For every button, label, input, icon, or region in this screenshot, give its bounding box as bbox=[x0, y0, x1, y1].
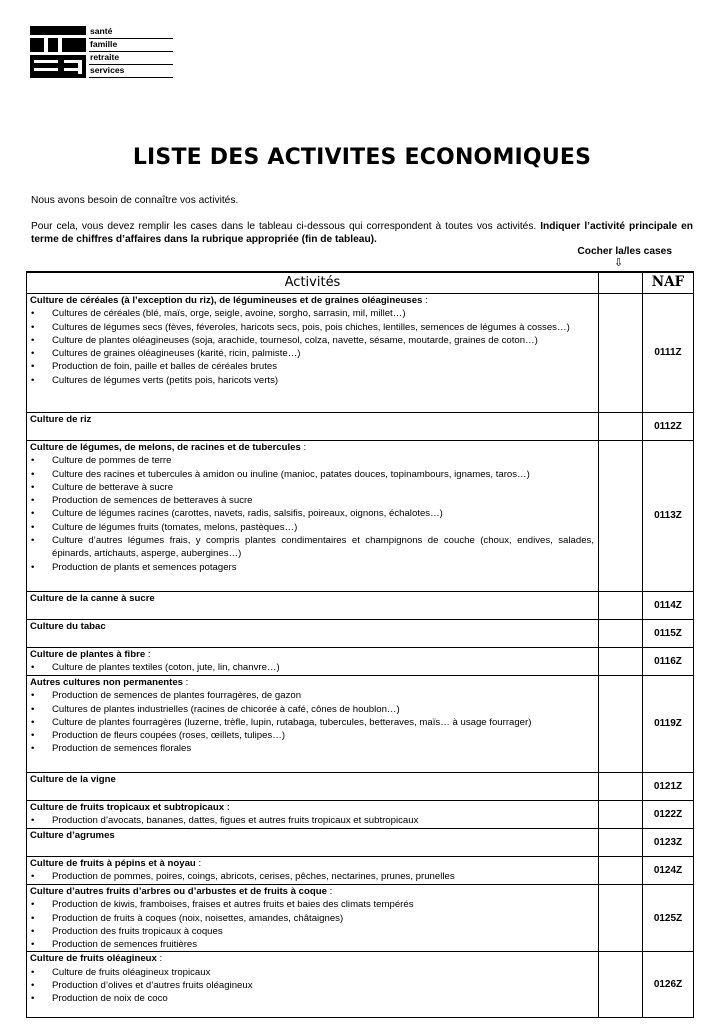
logo-line: services bbox=[89, 65, 173, 78]
list-item: • Production de semences fruitières bbox=[30, 938, 594, 951]
naf-code: 0115Z bbox=[643, 620, 694, 648]
list-item: • Cultures de graines oléagineuses (karité, ricin, palmiste…) bbox=[30, 347, 594, 360]
list-item: • Cultures de légumes secs (fèves, féveroles, haricots secs, pois, pois chiches, lentilles, semences de légumes à cosses…) bbox=[30, 321, 594, 334]
activity-cell bbox=[27, 294, 599, 413]
activity-category-label: Culture de céréales (à l’exception du riz), de légumineuses et de graines oléagineuses bbox=[30, 295, 423, 306]
msa-logo-mark bbox=[30, 26, 86, 78]
list-item: • Production de foin, paille et balles de céréales brutes bbox=[30, 360, 594, 373]
activity-category-colon: : bbox=[300, 442, 307, 453]
check-box-cell[interactable] bbox=[599, 829, 643, 857]
activity-category-title bbox=[30, 413, 594, 426]
activity-category-label: Culture de la canne à sucre bbox=[30, 593, 155, 604]
msa-logo-text bbox=[89, 26, 173, 78]
naf-code: 0116Z bbox=[643, 648, 694, 676]
table-row bbox=[27, 441, 694, 592]
naf-code: 0119Z bbox=[643, 676, 694, 773]
activity-category-label: Culture d’autres fruits d’arbres ou d’arbustes et de fruits à coque bbox=[30, 886, 327, 897]
naf-code: 0122Z bbox=[643, 801, 694, 829]
column-header-naf: NAF bbox=[643, 272, 694, 294]
activity-category-title bbox=[30, 952, 594, 965]
table-header-row bbox=[27, 272, 694, 294]
activity-category-title bbox=[30, 857, 594, 870]
check-box-cell[interactable] bbox=[599, 648, 643, 676]
check-box-cell[interactable] bbox=[599, 676, 643, 773]
activity-list bbox=[30, 307, 594, 387]
check-box-cell[interactable] bbox=[599, 620, 643, 648]
activity-category-title bbox=[30, 441, 594, 454]
check-box-cell[interactable] bbox=[599, 773, 643, 801]
page-title: LISTE DES ACTIVITES ECONOMIQUES bbox=[132, 145, 592, 170]
list-item: • Culture des racines et tubercules à amidon ou inuline (manioc, patates douces, topinambours, ignames, taros…) bbox=[30, 468, 594, 481]
activity-category-label: Culture de plantes à fibre bbox=[30, 649, 146, 660]
down-arrow-icon: ⇩ bbox=[614, 257, 624, 269]
column-header-activities: Activités bbox=[27, 272, 599, 294]
list-item: • Culture de plantes oléagineuses (soja, arachide, tournesol, colza, navette, sésame, moutarde, graines de coton…) bbox=[30, 334, 594, 347]
list-item: • Culture de pommes de terre bbox=[30, 454, 594, 467]
list-item: • Production de semences de plantes fourragères, de gazon bbox=[30, 689, 594, 702]
list-item: • Production de semences de betteraves à sucre bbox=[30, 494, 594, 507]
activity-list bbox=[30, 661, 594, 674]
table-row bbox=[27, 857, 694, 885]
activity-cell bbox=[27, 829, 599, 857]
intro-instruction-bold: Indiquer l’activité principale en terme de chiffres d’affaires dans la rubrique appropriée (fin de tableau). bbox=[31, 221, 693, 245]
list-item: • Culture de légumes fruits (tomates, melons, pastèques…) bbox=[30, 521, 594, 534]
list-item: • Production d’avocats, bananes, dattes, figues et autres fruits tropicaux et subtropicaux bbox=[30, 814, 594, 827]
activity-list bbox=[30, 966, 594, 1006]
activity-cell bbox=[27, 857, 599, 885]
activity-cell bbox=[27, 773, 599, 801]
intro-instruction: Pour cela, vous devez remplir les cases dans le tableau ci-dessous qui correspondent à toutes vos activités. bbox=[31, 221, 537, 232]
table-row bbox=[27, 413, 694, 441]
naf-code: 0121Z bbox=[643, 773, 694, 801]
activity-category-title bbox=[30, 801, 594, 814]
naf-code: 0113Z bbox=[643, 441, 694, 592]
table-row bbox=[27, 592, 694, 620]
activity-category-title bbox=[30, 885, 594, 898]
table-row bbox=[27, 648, 694, 676]
activity-category-label: Culture de fruits à pépins et à noyau bbox=[30, 858, 196, 869]
table-row bbox=[27, 773, 694, 801]
list-item: • Production de semences florales bbox=[30, 742, 594, 755]
activity-cell bbox=[27, 441, 599, 592]
activity-category-colon: : bbox=[183, 677, 189, 688]
check-box-cell[interactable] bbox=[599, 952, 643, 1018]
activity-category-label: Autres cultures non permanentes bbox=[30, 677, 184, 688]
activity-category-label: Culture de légumes, de melons, de racines et de tubercules bbox=[30, 442, 301, 453]
activity-list bbox=[30, 870, 594, 883]
activity-category-label: Culture de riz bbox=[30, 414, 92, 425]
naf-code: 0125Z bbox=[643, 885, 694, 952]
list-item: • Production de plants et semences potagers bbox=[30, 561, 594, 574]
activity-category-title bbox=[30, 829, 594, 842]
table-row bbox=[27, 676, 694, 773]
list-item: • Cultures de céréales (blé, maïs, orge, seigle, avoine, sorgho, sarrasin, mil, millet…) bbox=[30, 307, 594, 320]
naf-code: 0126Z bbox=[643, 952, 694, 1018]
intro-paragraph-1: Nous avons besoin de connaître vos activités. bbox=[31, 195, 239, 206]
table-row bbox=[27, 620, 694, 648]
activity-cell bbox=[27, 952, 599, 1018]
check-box-cell[interactable] bbox=[599, 294, 643, 413]
list-item: • Culture de légumes racines (carottes, navets, radis, salsifis, poireaux, oignons, échalotes…) bbox=[30, 507, 594, 520]
activity-category-label: Culture de la vigne bbox=[30, 774, 116, 785]
check-instruction: Cocher la/les cases bbox=[577, 246, 672, 257]
activity-list bbox=[30, 454, 594, 574]
naf-code: 0114Z bbox=[643, 592, 694, 620]
intro-paragraph-2 bbox=[31, 220, 693, 246]
activity-cell bbox=[27, 801, 599, 829]
list-item: • Culture d’autres légumes frais, y compris plantes condimentaires et champignons de couche (choux, endives, salades, épinards, artichauts, asperge, aubergines…) bbox=[30, 534, 594, 561]
logo-line: santé bbox=[89, 26, 173, 39]
list-item: • Production de kiwis, framboises, fraises et autres fruits et baies des climats tempérés bbox=[30, 898, 594, 911]
list-item: • Production de fruits à coques (noix, noisettes, amandes, châtaignes) bbox=[30, 912, 594, 925]
list-item: • Production de pommes, poires, coings, abricots, cerises, pêches, nectarines, prunes, prunelles bbox=[30, 870, 594, 883]
activity-cell bbox=[27, 413, 599, 441]
activities-table bbox=[26, 271, 694, 1018]
activity-cell bbox=[27, 885, 599, 952]
activity-category-label: Culture du tabac bbox=[30, 621, 106, 632]
activity-cell bbox=[27, 592, 599, 620]
activity-category-title bbox=[30, 773, 594, 786]
table-row bbox=[27, 952, 694, 1018]
activity-category-colon: : bbox=[156, 953, 163, 965]
naf-code: 0124Z bbox=[643, 857, 694, 885]
table-row bbox=[27, 801, 694, 829]
list-item: • Culture de betterave à sucre bbox=[30, 481, 594, 494]
list-item: • Production d’olives et d’autres fruits oléagineux bbox=[30, 979, 594, 992]
check-box-cell[interactable] bbox=[599, 801, 643, 829]
check-box-cell[interactable] bbox=[599, 885, 643, 952]
activity-cell bbox=[27, 676, 599, 773]
list-item: • Cultures de plantes industrielles (racines de chicorée à café, cônes de houblon…) bbox=[30, 703, 594, 716]
activity-category-title bbox=[30, 294, 594, 307]
naf-code: 0112Z bbox=[643, 413, 694, 441]
list-item: • Culture de fruits oléagineux tropicaux bbox=[30, 966, 594, 979]
list-item: • Production des fruits tropicaux à coques bbox=[30, 925, 594, 938]
activity-list bbox=[30, 814, 594, 827]
activity-category-title bbox=[30, 620, 594, 633]
activity-category-label: Culture d’agrumes bbox=[30, 830, 115, 841]
naf-code: 0123Z bbox=[643, 829, 694, 857]
activity-category-colon: : bbox=[145, 649, 151, 660]
check-box-cell[interactable] bbox=[599, 592, 643, 620]
list-item: • Production de noix de coco bbox=[30, 992, 594, 1005]
list-item: • Culture de plantes textiles (coton, jute, lin, chanvre…) bbox=[30, 661, 594, 674]
activity-category-title bbox=[30, 592, 594, 605]
activity-list bbox=[30, 689, 594, 755]
column-header-check bbox=[599, 272, 643, 294]
activity-category-colon: : bbox=[195, 858, 202, 869]
table-row bbox=[27, 294, 694, 413]
check-box-cell[interactable] bbox=[599, 441, 643, 592]
table-row bbox=[27, 829, 694, 857]
activity-cell bbox=[27, 648, 599, 676]
logo-line: famille bbox=[89, 39, 173, 52]
logo-line: retraite bbox=[89, 52, 173, 65]
check-box-cell[interactable] bbox=[599, 413, 643, 441]
check-box-cell[interactable] bbox=[599, 857, 643, 885]
activity-category-colon: : bbox=[422, 295, 428, 306]
activity-category-label: Culture de fruits tropicaux et subtropicaux : bbox=[30, 802, 230, 813]
table-row bbox=[27, 885, 694, 952]
naf-code: 0111Z bbox=[643, 294, 694, 413]
activity-category-label: Culture de fruits oléagineux bbox=[30, 953, 157, 965]
activity-category-title bbox=[30, 648, 594, 661]
activity-category-title bbox=[30, 676, 594, 689]
activity-category-colon: : bbox=[326, 886, 333, 897]
list-item: • Culture de plantes fourragères (luzerne, trèfle, lupin, rutabaga, tubercules, betteraves, maïs… à usage fourrager) bbox=[30, 716, 594, 729]
activity-cell bbox=[27, 620, 599, 648]
list-item: • Production de fleurs coupées (roses, œillets, tulipes…) bbox=[30, 729, 594, 742]
table-body bbox=[27, 294, 694, 1018]
list-item: • Cultures de légumes verts (petits pois, haricots verts) bbox=[30, 374, 594, 387]
activity-list bbox=[30, 898, 594, 951]
